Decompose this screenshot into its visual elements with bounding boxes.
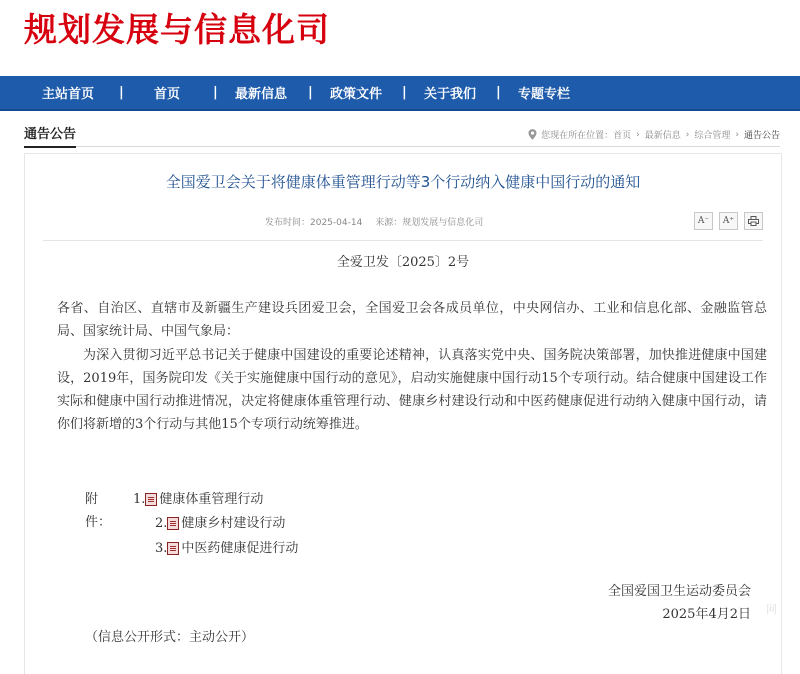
print-button[interactable] xyxy=(744,212,763,230)
breadcrumb-prefix: 您现在所在位置： xyxy=(541,131,614,141)
pdf-icon xyxy=(167,517,179,530)
breadcrumb-bar xyxy=(24,124,780,147)
meta-divider xyxy=(43,240,763,241)
breadcrumb-separator: › xyxy=(685,129,690,140)
signature-date: 2025年4月2日 xyxy=(662,607,751,622)
article-title: 全国爱卫会关于将健康体重管理行动等3个行动纳入健康中国行动的通知 xyxy=(165,173,641,191)
site-title[interactable]: 规划发展与信息化司 xyxy=(24,10,330,49)
nav-item[interactable]: 关于我们 xyxy=(424,87,477,102)
nav-separator: | xyxy=(496,85,501,100)
attachment-2: 2. 健康乡村建设行动 xyxy=(155,512,285,535)
attachment-1: 1. 健康体重管理行动 xyxy=(133,488,263,511)
article-source: 来源：规划发展与信息化司 xyxy=(375,218,484,228)
location-pin-icon xyxy=(528,129,537,140)
nav-item[interactable]: 最新信息 xyxy=(235,87,288,102)
breadcrumb-link[interactable]: 综合管理 xyxy=(694,131,731,141)
font-larger-button[interactable]: A⁺ xyxy=(719,212,738,230)
nav-separator: | xyxy=(402,85,407,100)
attachment-link[interactable]: 健康体重管理行动 xyxy=(159,492,264,507)
breadcrumb xyxy=(528,128,780,141)
attachments-label: 附件： xyxy=(85,492,112,530)
pdf-icon xyxy=(145,493,157,506)
breadcrumb-current: 通告公告 xyxy=(743,131,780,141)
section-title: 通告公告 xyxy=(24,127,76,148)
watermark: 网 xyxy=(766,603,777,616)
nav-item[interactable]: 政策文件 xyxy=(330,87,383,102)
font-smaller-button[interactable]: A⁻ xyxy=(694,212,713,230)
doc-number: 全爱卫发〔2025〕2号 xyxy=(336,255,470,270)
breadcrumb-separator: › xyxy=(735,129,739,140)
nav-separator: | xyxy=(308,85,313,100)
article-meta xyxy=(265,215,493,228)
main-nav xyxy=(0,76,800,111)
breadcrumb-link[interactable]: 首页 xyxy=(613,131,632,141)
attachment-link[interactable]: 健康乡村建设行动 xyxy=(181,516,286,531)
signature xyxy=(608,580,751,626)
nav-item[interactable]: 主站首页 xyxy=(42,87,95,102)
site-header xyxy=(0,0,800,76)
article-tools xyxy=(694,212,763,230)
signature-org: 全国爱国卫生运动委员会 xyxy=(607,584,751,599)
salutation-paragraph: 各省、自治区、直辖市及新疆生产建设兵团爱卫会，全国爱卫会各成员单位，中央网信办、工业和信息化部、金融监管总局、国家统计局、中国气象局： xyxy=(57,301,767,339)
article xyxy=(24,153,782,674)
nav-separator: | xyxy=(119,85,124,100)
nav-separator: | xyxy=(213,85,218,100)
attachment-3: 3. 中医药健康促进行动 xyxy=(155,537,298,560)
breadcrumb-separator: › xyxy=(636,129,640,140)
nav-item[interactable]: 专题专栏 xyxy=(518,87,571,102)
disclosure-note: （信息公开形式：主动公开） xyxy=(85,630,255,645)
nav-item[interactable]: 首页 xyxy=(154,87,181,102)
breadcrumb-link[interactable]: 最新信息 xyxy=(644,131,681,141)
pdf-icon xyxy=(167,542,179,555)
publish-time: 发布时间：2025-04-14 xyxy=(265,218,363,228)
body-paragraph: 为深入贯彻习近平总书记关于健康中国建设的重要论述精神，认真落实党中央、国务院决策部署，加快推进健康中国建设，2019年，国务院印发《关于实施健康中国行动的意见》，启动实施健康中国行动15个专项行动。结合健康中国建设工作实际和健康中国行动推进情况，决定将健康体重管理行动、健康乡村建设行动和中医药健康促进行动纳入健康中国行动，请你们将新增的3个行动与其他15个专项行动统筹推进。 xyxy=(57,348,767,432)
print-icon xyxy=(748,216,759,226)
attachment-link[interactable]: 中医药健康促进行动 xyxy=(181,541,299,556)
